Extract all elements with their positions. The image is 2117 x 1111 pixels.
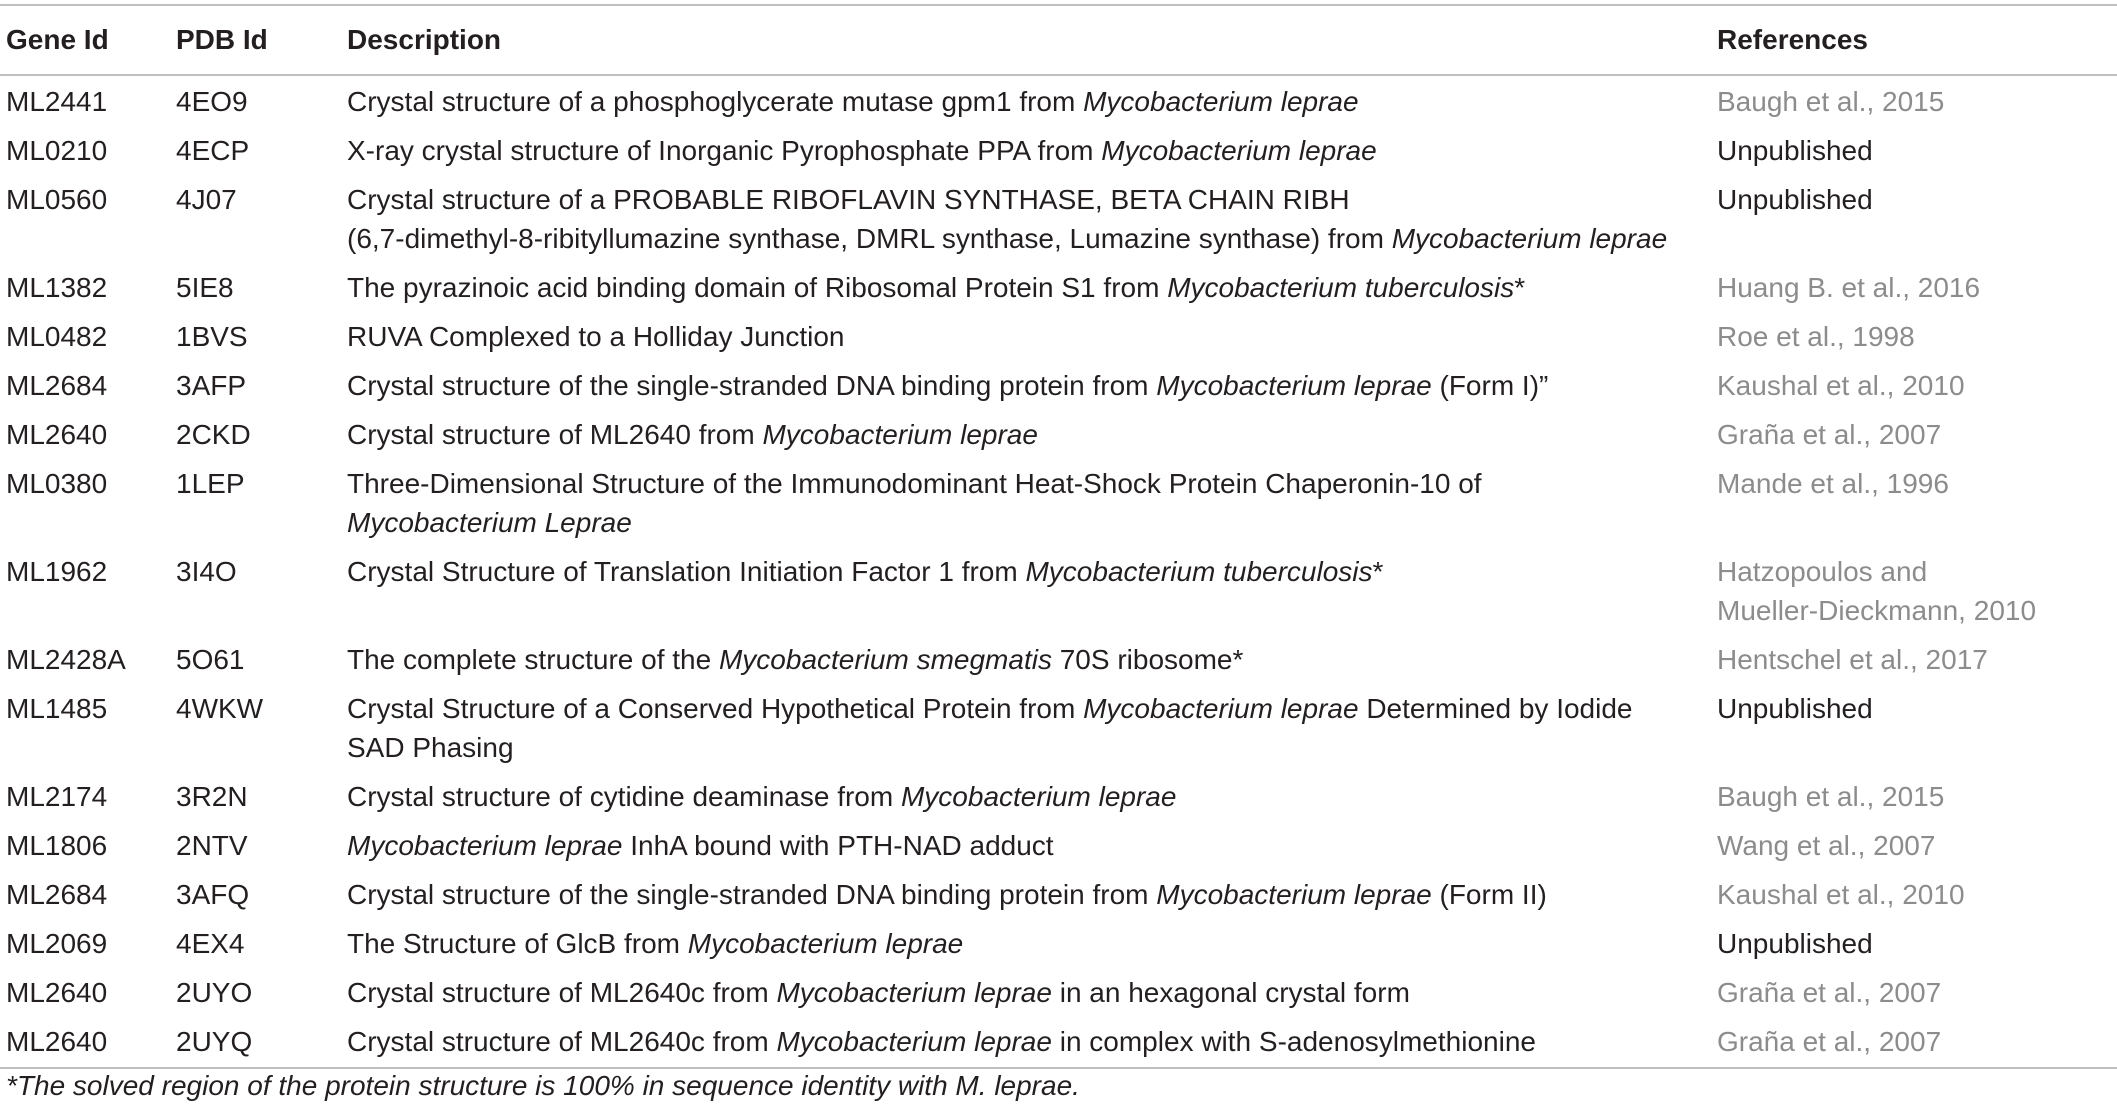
description-text: * [1372,556,1384,587]
header-pdb-id: PDB Id [170,5,347,75]
description-text: Three-Dimensional Structure of the Immunodominant Heat-Shock Protein Chaperonin-10 of [347,468,1482,499]
gene-id-cell: ML2684 [6,879,108,910]
reference-link[interactable]: Huang B. et al., 2016 [1717,272,1981,303]
reference-link[interactable]: Graña et al., 2007 [1717,1026,1942,1057]
pdb-id-cell: 2NTV [176,830,248,861]
species-name: Mycobacterium leprae [1083,86,1359,117]
species-name: Mycobacterium Leprae [347,507,632,538]
gene-id-cell: ML2640 [6,977,108,1008]
description-cell [347,311,1717,360]
description-text: The Structure of GlcB from [347,928,688,959]
reference-link[interactable]: Baugh et al., 2015 [1717,781,1945,812]
pdb-id-cell: 5O61 [176,644,245,675]
description-text: X-ray crystal structure of Inorganic Pyrophosphate PPA from [347,135,1102,166]
description-text: Crystal structure of ML2640 from [347,419,763,450]
table-footnote: *The solved region of the protein structure is 100% in sequence identity with M. leprae. [6,1070,1080,1101]
description-cell [347,262,1717,311]
reference-link[interactable]: Baugh et al., 2015 [1717,86,1945,117]
pdb-id-cell: 4WKW [176,693,264,724]
description-text: * [1514,272,1526,303]
species-name: Mycobacterium leprae [1083,693,1359,724]
species-name: Mycobacterium leprae [762,419,1038,450]
table-row [0,1016,2117,1068]
reference-link[interactable]: Graña et al., 2007 [1717,977,1942,1008]
table-row [0,546,2117,634]
species-name: Mycobacterium leprae [1156,879,1432,910]
description-cell [347,771,1717,820]
species-name: Mycobacterium leprae [776,1026,1052,1057]
table-row [0,869,2117,918]
header-description: Description [347,5,1717,75]
pdb-id-cell: 4J07 [176,184,237,215]
header-row [0,5,2117,75]
pdb-id-cell: 3I4O [176,556,237,587]
description-text: (Form II) [1431,879,1547,910]
header-references: References [1717,5,2117,75]
species-name: Mycobacterium leprae [1156,370,1432,401]
reference-text: Unpublished [1717,693,1873,724]
species-name: Mycobacterium leprae [687,928,964,959]
description-cell [347,125,1717,174]
description-cell [347,820,1717,869]
reference-link[interactable]: Kaushal et al., 2010 [1717,879,1965,910]
pdb-id-cell: 3R2N [176,781,248,812]
description-cell [347,360,1717,409]
table-row [0,634,2117,683]
header-gene-id: Gene Id [0,5,170,75]
description-text: 70S ribosome* [1051,644,1244,675]
gene-id-cell: ML1962 [6,556,108,587]
description-text: (6,7-dimethyl-8-ribityllumazine synthase, DMRL synthase, Lumazine synthase) from [347,223,1392,254]
gene-id-cell: ML1485 [6,693,108,724]
description-cell [347,869,1717,918]
reference-link[interactable]: Wang et al., 2007 [1717,830,1936,861]
description-cell [347,634,1717,683]
pdb-id-cell: 3AFP [176,370,247,401]
species-name: Mycobacterium tuberculosis [1167,272,1515,303]
reference-link[interactable]: Graña et al., 2007 [1717,419,1942,450]
description-text: RUVA Complexed to a Holliday Junction [347,321,845,352]
description-cell [347,918,1717,967]
table-row [0,262,2117,311]
species-name: Mycobacterium leprae [776,977,1052,1008]
description-cell [347,458,1717,546]
gene-id-cell: ML2684 [6,370,108,401]
description-cell [347,409,1717,458]
species-name: Mycobacterium leprae [347,830,623,861]
table-row [0,820,2117,869]
pdb-id-cell: 2UYQ [176,1026,253,1057]
pdb-id-cell: 2UYO [176,977,253,1008]
reference-text: Unpublished [1717,135,1873,166]
table-body [0,75,2117,1068]
gene-id-cell: ML2441 [6,86,108,117]
description-text: Crystal structure of ML2640c from [347,977,777,1008]
species-name: Mycobacterium leprae [1391,223,1668,254]
table-row [0,918,2117,967]
pdb-id-cell: 4ECP [176,135,250,166]
description-text: in an hexagonal crystal form [1051,977,1410,1008]
pdb-id-cell: 4EO9 [176,86,248,117]
reference-link[interactable]: Kaushal et al., 2010 [1717,370,1965,401]
table-row [0,311,2117,360]
reference-text: Unpublished [1717,184,1873,215]
description-text: in complex with S-adenosylmethionine [1051,1026,1536,1057]
species-name: Mycobacterium smegmatis [718,644,1052,675]
pdb-id-cell: 1LEP [176,468,245,499]
reference-link[interactable]: Mande et al., 1996 [1717,468,1949,499]
species-name: Mycobacterium tuberculosis [1025,556,1373,587]
table-row [0,967,2117,1016]
gene-id-cell: ML1806 [6,830,108,861]
gene-id-cell: ML0482 [6,321,108,352]
table-row [0,174,2117,262]
gene-id-cell: ML0210 [6,135,108,166]
description-text: Crystal Structure of Translation Initiation Factor 1 from [347,556,1026,587]
pdb-id-cell: 5IE8 [176,272,234,303]
description-text: Crystal structure of a PROBABLE RIBOFLAVIN SYNTHASE, BETA CHAIN RIBH [347,184,1350,215]
gene-id-cell: ML2640 [6,419,108,450]
description-cell [347,1016,1717,1068]
description-text: InhA bound with PTH-NAD adduct [622,830,1054,861]
table-row [0,360,2117,409]
description-cell [347,75,1717,125]
description-cell [347,683,1717,771]
table-row [0,771,2117,820]
table-header [0,5,2117,75]
gene-id-cell: ML1382 [6,272,108,303]
description-cell [347,967,1717,1016]
description-cell [347,546,1717,634]
description-text: Crystal structure of the single-stranded DNA binding protein from [347,879,1157,910]
reference-link[interactable]: Roe et al., 1998 [1717,321,1915,352]
table-row [0,125,2117,174]
pdb-id-cell: 2CKD [176,419,251,450]
description-text: Crystal structure of ML2640c from [347,1026,777,1057]
description-text: Determined by Iodide [1358,693,1633,724]
description-text: Crystal Structure of a Conserved Hypothetical Protein from [347,693,1084,724]
table-row [0,683,2117,771]
description-text: Crystal structure of cytidine deaminase from [347,781,901,812]
description-text: Crystal structure of a phosphoglycerate mutase gpm1 from [347,86,1084,117]
pdb-id-cell: 3AFQ [176,879,250,910]
pdb-structures-table [0,4,2117,1069]
description-text: Crystal structure of the single-stranded DNA binding protein from [347,370,1157,401]
reference-link[interactable]: Hentschel et al., 2017 [1717,644,1988,675]
description-text: The pyrazinoic acid binding domain of Ribosomal Protein S1 from [347,272,1168,303]
description-text: SAD Phasing [347,732,514,763]
species-name: Mycobacterium leprae [1101,135,1377,166]
gene-id-cell: ML0560 [6,184,108,215]
gene-id-cell: ML2640 [6,1026,108,1057]
gene-id-cell: ML0380 [6,468,108,499]
reference-link[interactable]: Hatzopoulos and Mueller-Dieckmann, 2010 [1717,556,2037,626]
description-text: The complete structure of the [347,644,719,675]
pdb-id-cell: 1BVS [176,321,248,352]
species-name: Mycobacterium leprae [900,781,1177,812]
table-container [0,4,2117,1069]
pdb-id-cell: 4EX4 [176,928,245,959]
description-cell [347,174,1717,262]
table-row [0,75,2117,125]
gene-id-cell: ML2069 [6,928,108,959]
table-row [0,458,2117,546]
description-text: (Form I)” [1431,370,1549,401]
table-row [0,409,2117,458]
reference-text: Unpublished [1717,928,1873,959]
gene-id-cell: ML2174 [6,781,108,812]
gene-id-cell: ML2428A [6,644,126,675]
